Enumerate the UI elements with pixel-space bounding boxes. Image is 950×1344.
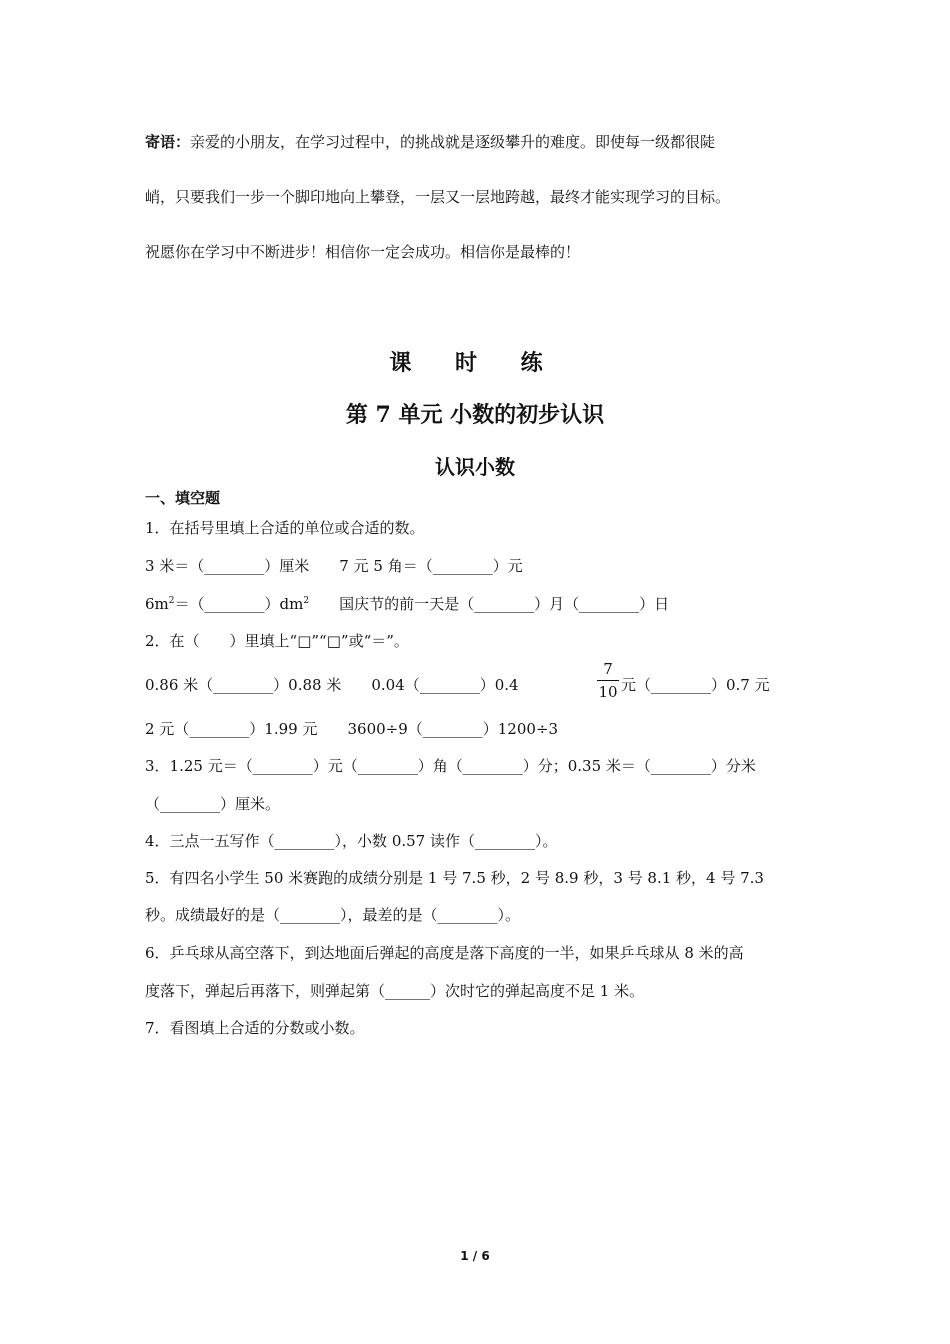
question-2a: 0.86 米（________）0.88 米 0.04（________）0.4: [145, 676, 519, 694]
fraction-7-10: [597, 660, 619, 701]
q1b-sup: 2: [168, 596, 175, 606]
section-heading: 一、填空题: [145, 489, 221, 507]
q1b-prefix: 6m: [145, 595, 169, 613]
page-number: 1 / 6: [460, 1249, 490, 1263]
question-2b: 2 元（________）1.99 元 3600÷9（________）1200÷3: [145, 720, 559, 738]
q1b-sup2: 2: [303, 596, 310, 606]
intro-line-2: 峭，只要我们一步一个脚印地向上攀登，一层又一层地跨越，最终才能实现学习的目标。: [145, 188, 731, 206]
question-1a: 3 米＝（________）厘米 7 元 5 角＝（________）元: [145, 557, 523, 575]
intro-label: 寄语：: [145, 133, 191, 151]
question-2: 2．在（ ）里填上“□”“□”或“＝”。: [145, 632, 409, 650]
fraction-denominator: 10: [598, 683, 618, 701]
lesson-title: 认识小数: [435, 455, 515, 479]
question-6a: 6．乒乓球从高空落下，到达地面后弹起的高度是落下高度的一半，如果乒乓球从 8 米的高: [145, 944, 744, 962]
question-4: 4．三点一五写作（________），小数 0.57 读作（________）。: [145, 832, 558, 850]
intro-text-1: 亲爱的小朋友，在学习过程中，的挑战就是逐级攀升的难度。即使每一级都很陡: [190, 133, 716, 151]
question-3a: 3．1.25 元＝（________）元（________）角（________）分；0.35 米＝（________）分米: [145, 757, 756, 775]
q1b-rest: 国庆节的前一天是（________）月（________）日: [309, 595, 670, 613]
question-6b: 度落下，弹起后再落下，则弹起第（______）次时它的弹起高度不足 1 米。: [145, 982, 645, 1000]
intro-line-1: [145, 135, 815, 150]
intro-line-3: 祝愿你在学习中不断进步！相信你一定会成功。相信你是最棒的！: [145, 243, 581, 261]
fraction-numerator: 7: [603, 660, 613, 678]
question-5b: 秒。成绩最好的是（________），最差的是（________）。: [145, 906, 521, 924]
question-2a-tail: 元（________）0.7 元: [621, 676, 770, 694]
question-7: 7．看图填上合适的分数或小数。: [145, 1019, 365, 1037]
unit-title: 第 7 单元 小数的初步认识: [345, 402, 605, 428]
question-5a: 5．有四名小学生 50 米赛跑的成绩分别是 1 号 7.5 秒，2 号 8.9 秒，3 号 8.1 秒，4 号 7.3: [145, 869, 764, 887]
q1b-mid: ＝（________）dm: [174, 595, 304, 613]
question-1: 1．在括号里填上合适的单位或合适的数。: [145, 519, 425, 537]
fraction-bar: [597, 680, 619, 681]
main-title: 课 时 练: [389, 350, 561, 376]
question-3b: （________）厘米。: [145, 795, 281, 813]
question-1b: [145, 593, 669, 614]
